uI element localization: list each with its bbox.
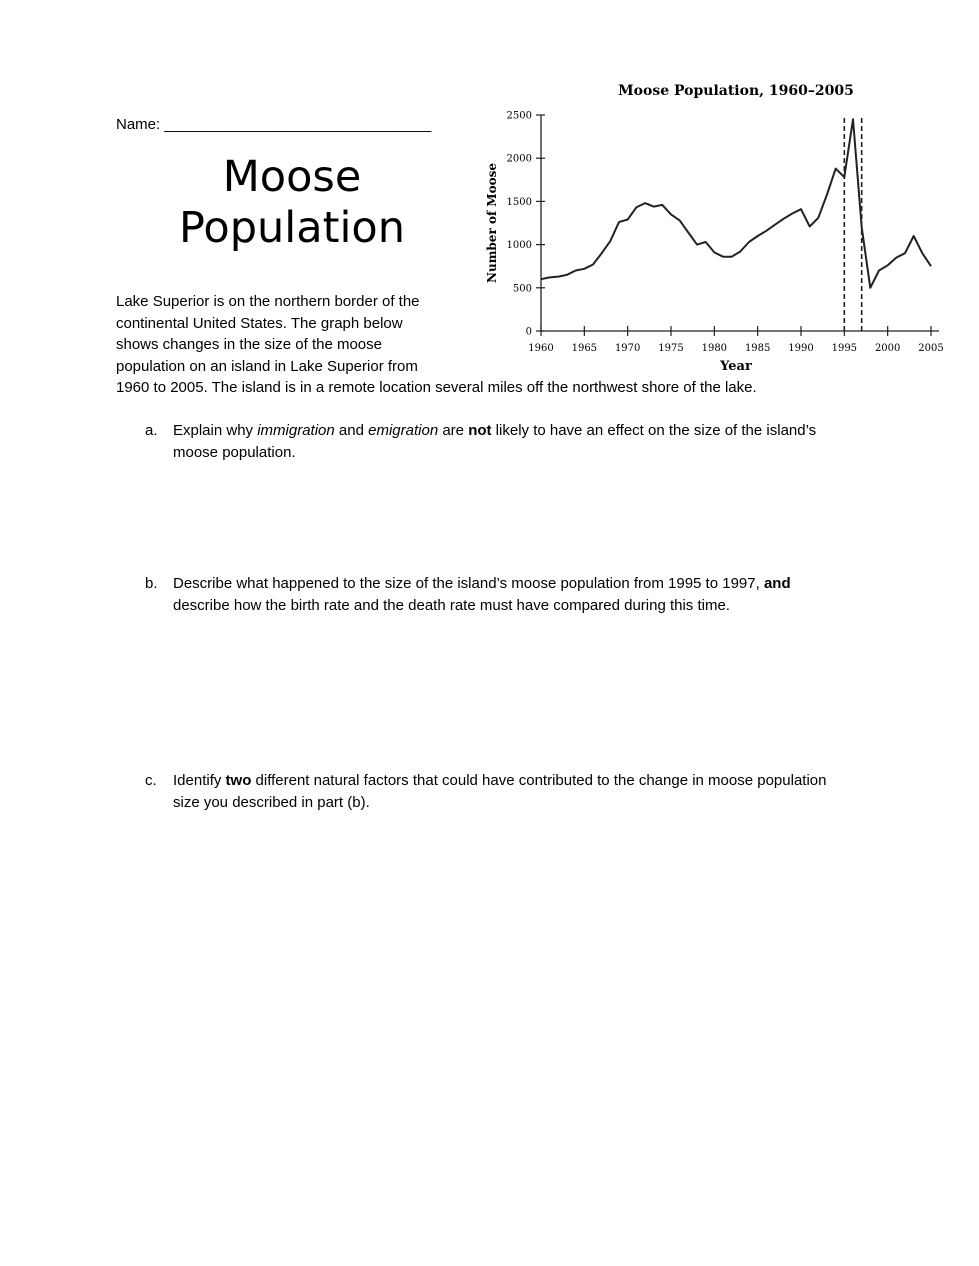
question-a-immigration: immigration bbox=[257, 422, 335, 439]
y-tick-label: 1000 bbox=[506, 240, 532, 252]
name-field-label[interactable]: Name: ________________________________ bbox=[116, 116, 432, 133]
question-c-letter: c. bbox=[145, 772, 157, 789]
intro-line-5: 1960 to 2005. The island is in a remote location several miles off the northwest shore of the lake. bbox=[116, 379, 757, 397]
x-tick-label: 1975 bbox=[658, 343, 684, 354]
chart-series-line-moose bbox=[541, 119, 931, 287]
question-a-emphasis: not bbox=[468, 422, 492, 439]
question-b bbox=[145, 573, 845, 616]
question-a-emigration: emigration bbox=[368, 422, 439, 439]
x-tick-label: 1990 bbox=[788, 343, 814, 354]
chart-x-ticks bbox=[525, 326, 944, 354]
question-b-part-1: Describe what happened to the size of the island’s moose population from 1995 to 1997, bbox=[173, 575, 764, 592]
y-tick-label: 500 bbox=[512, 283, 532, 295]
question-c-part-1: Identify bbox=[173, 772, 226, 789]
title-line-2: Population bbox=[179, 203, 405, 253]
intro-line-1: Lake Superior is on the northern border of the bbox=[116, 293, 420, 310]
y-tick-label: 2000 bbox=[506, 153, 532, 165]
x-tick-label: 1960 bbox=[528, 343, 554, 354]
x-tick-label: 1995 bbox=[831, 343, 858, 354]
intro-line-3: shows changes in the size of the moose bbox=[116, 336, 382, 354]
intro-line-2: continental United States. The graph below bbox=[116, 314, 403, 332]
chart-y-ticks bbox=[507, 111, 545, 338]
x-tick-label: 1980 bbox=[701, 343, 728, 354]
x-tick-label: 2005 bbox=[918, 343, 944, 354]
chart-reference-lines bbox=[844, 115, 861, 331]
x-tick-label: 1985 bbox=[744, 343, 771, 354]
question-a-part-4: likely to have an effect on the size of the island’s moose population. bbox=[173, 422, 817, 461]
page-title bbox=[150, 152, 434, 254]
question-a-part-2: and bbox=[334, 422, 369, 439]
moose-population-chart bbox=[478, 76, 958, 376]
title-line-1: Moose bbox=[222, 152, 362, 202]
question-a-text bbox=[173, 420, 845, 463]
question-c-part-2: different natural factors that could have contributed to the change in moose population size you described in part (b). bbox=[173, 772, 827, 811]
question-a-part-1: Explain why bbox=[173, 422, 258, 439]
question-b-text bbox=[173, 573, 845, 616]
chart-y-axis-label: Number of Moose bbox=[485, 163, 499, 283]
y-tick-label: 2500 bbox=[506, 110, 532, 122]
question-b-letter: b. bbox=[145, 575, 158, 592]
question-a-part-3: are bbox=[438, 422, 469, 439]
x-tick-label: 1965 bbox=[571, 343, 598, 354]
question-b-part-2: describe how the birth rate and the death rate must have compared during this time. bbox=[173, 596, 730, 614]
question-a-letter: a. bbox=[145, 422, 158, 439]
question-c bbox=[145, 770, 845, 813]
y-tick-label: 1500 bbox=[506, 196, 532, 208]
question-c-text bbox=[173, 770, 845, 813]
chart-title: Moose Population, 1960–2005 bbox=[618, 83, 854, 99]
x-tick-label: 1970 bbox=[614, 343, 641, 354]
x-tick-label: 2000 bbox=[874, 343, 901, 354]
y-tick-label: 0 bbox=[525, 326, 532, 338]
question-a bbox=[145, 420, 845, 463]
question-c-emphasis: two bbox=[225, 772, 252, 789]
question-b-emphasis: and bbox=[763, 575, 791, 592]
intro-line-4: population on an island in Lake Superior from bbox=[116, 357, 418, 375]
chart-x-axis-label: Year bbox=[720, 359, 752, 374]
